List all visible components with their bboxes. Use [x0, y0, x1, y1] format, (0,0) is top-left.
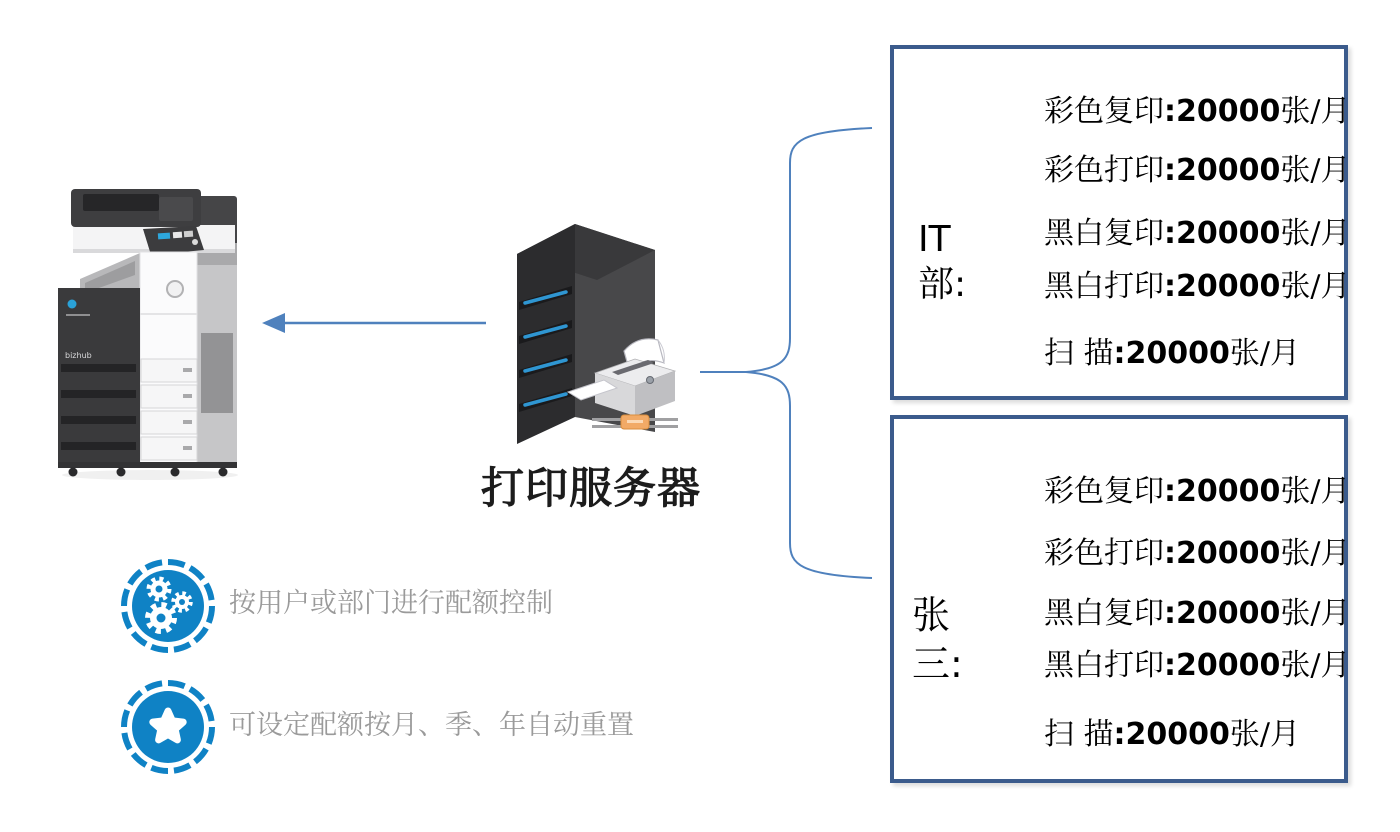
gears-icon: [118, 556, 218, 656]
feature-text-quota-reset: 可设定配额按月、季、年自动重置: [229, 710, 634, 741]
arrow-head-left: [262, 313, 285, 333]
feature-text-quota-control: 按用户或部门进行配额控制: [229, 588, 553, 619]
print-server-image: [500, 210, 715, 445]
quota-row-scan: 扫 描:20000张/月: [1044, 717, 1301, 752]
quota-row-color-print: 彩色打印:20000张/月: [1044, 536, 1351, 571]
quota-row-color-copy: 彩色复印:20000张/月: [1044, 474, 1351, 509]
quota-row-bw-print: 黑白打印:20000张/月: [1044, 648, 1351, 683]
group-name-it-dept: [918, 217, 966, 307]
group-name-line: IT: [918, 219, 951, 260]
quota-row-bw-print: 黑白打印:20000张/月: [1044, 269, 1351, 304]
group-name-line: 部:: [918, 264, 967, 305]
star-icon: [118, 677, 218, 777]
group-name-line: 三:: [912, 642, 963, 686]
quota-box-it-dept: [890, 45, 1351, 400]
print-server-label: 打印服务器: [481, 464, 701, 514]
group-name-zhangsan: [912, 591, 963, 689]
quota-row-color-copy: 彩色复印:20000张/月: [1044, 94, 1351, 129]
main-brace: [746, 128, 872, 578]
quota-box-zhangsan: [890, 415, 1351, 783]
quota-row-scan: 扫 描:20000张/月: [1044, 336, 1301, 371]
svg-text:bizhub: bizhub: [65, 351, 92, 360]
multifunction-printer-image: [55, 183, 250, 483]
quota-row-bw-copy: 黑白复印:20000张/月: [1044, 216, 1351, 251]
quota-row-bw-copy: 黑白复印:20000张/月: [1044, 596, 1351, 631]
group-name-line: 张: [912, 593, 951, 637]
quota-row-color-print: 彩色打印:20000张/月: [1044, 153, 1351, 188]
